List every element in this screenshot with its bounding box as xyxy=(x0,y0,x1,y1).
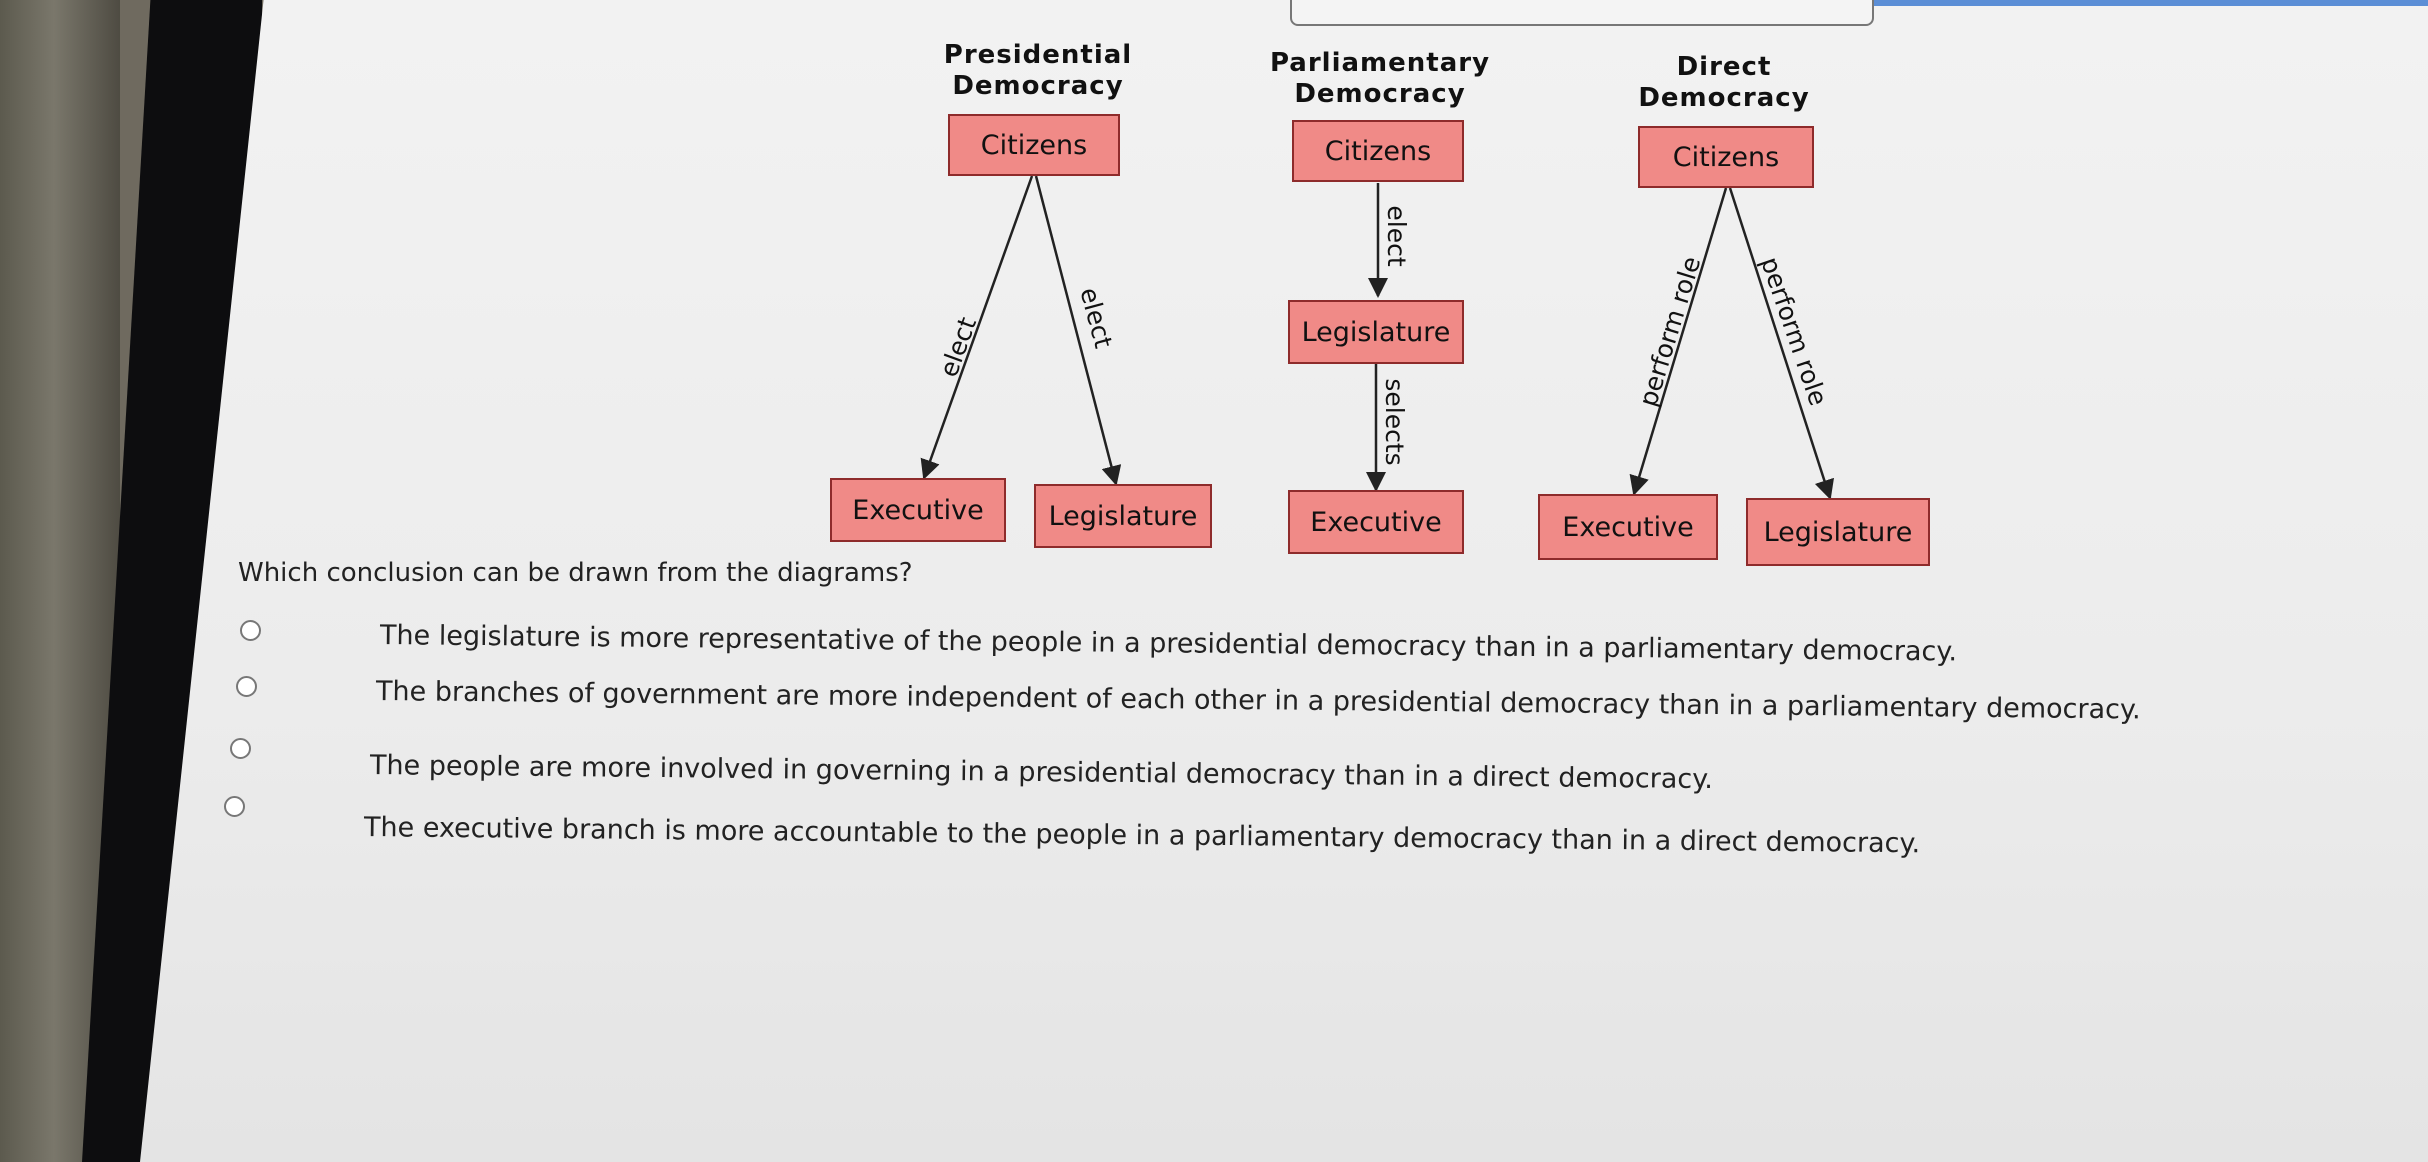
direct-arrow-right xyxy=(1730,188,1830,498)
presidential-citizens-box: Citizens xyxy=(948,114,1120,176)
option-2-label[interactable]: The branches of government are more independent of each other in a presidential democracy than in a parliamentary democracy. xyxy=(375,676,2141,726)
presidential-title xyxy=(918,40,1158,102)
direct-executive-box: Executive xyxy=(1538,494,1718,560)
direct-legislature-box: Legislature xyxy=(1746,498,1930,566)
direct-citizens-box: Citizens xyxy=(1638,126,1814,188)
pres-arrow-right-label: elect xyxy=(1074,284,1119,352)
parl-arrow-bottom-label: selects xyxy=(1380,378,1409,466)
option-2-radio[interactable] xyxy=(236,676,257,697)
direct-arrow-right-label: perform role xyxy=(1755,253,1833,410)
question-text: Which conclusion can be drawn from the diagrams? xyxy=(238,558,913,588)
option-3-radio[interactable] xyxy=(230,738,251,759)
parliamentary-title xyxy=(1260,48,1500,110)
presidential-legislature-box: Legislature xyxy=(1034,484,1212,548)
parliamentary-executive-box: Executive xyxy=(1288,490,1464,554)
parl-arrow-top-label: elect xyxy=(1382,205,1411,267)
direct-title-line1: Direct xyxy=(1676,52,1772,82)
option-1-radio[interactable] xyxy=(240,620,261,641)
parliamentary-legislature-box: Legislature xyxy=(1288,300,1464,364)
parliamentary-citizens-box: Citizens xyxy=(1292,120,1464,182)
option-4-radio[interactable] xyxy=(224,796,245,817)
pres-arrow-left-label: elect xyxy=(933,313,983,381)
option-3-label[interactable]: The people are more involved in governing in a presidential democracy than in a direct democracy. xyxy=(369,750,1714,796)
direct-title xyxy=(1604,52,1844,114)
option-4-label[interactable]: The executive branch is more accountable to the people in a parliamentary democracy than in a direct democracy. xyxy=(363,812,1921,860)
parliamentary-title-line1: Parliamentary xyxy=(1269,48,1491,78)
direct-arrow-left-label: perform role xyxy=(1633,253,1707,410)
option-1-label[interactable]: The legislature is more representative of the people in a presidential democracy than in a parliamentary democracy. xyxy=(379,620,1958,668)
presidential-title-line2: Democracy xyxy=(952,71,1124,101)
presidential-title-line1: Presidential xyxy=(943,40,1133,70)
direct-title-line2: Democracy xyxy=(1638,83,1810,113)
parliamentary-title-line2: Democracy xyxy=(1294,79,1466,109)
presidential-executive-box: Executive xyxy=(830,478,1006,542)
